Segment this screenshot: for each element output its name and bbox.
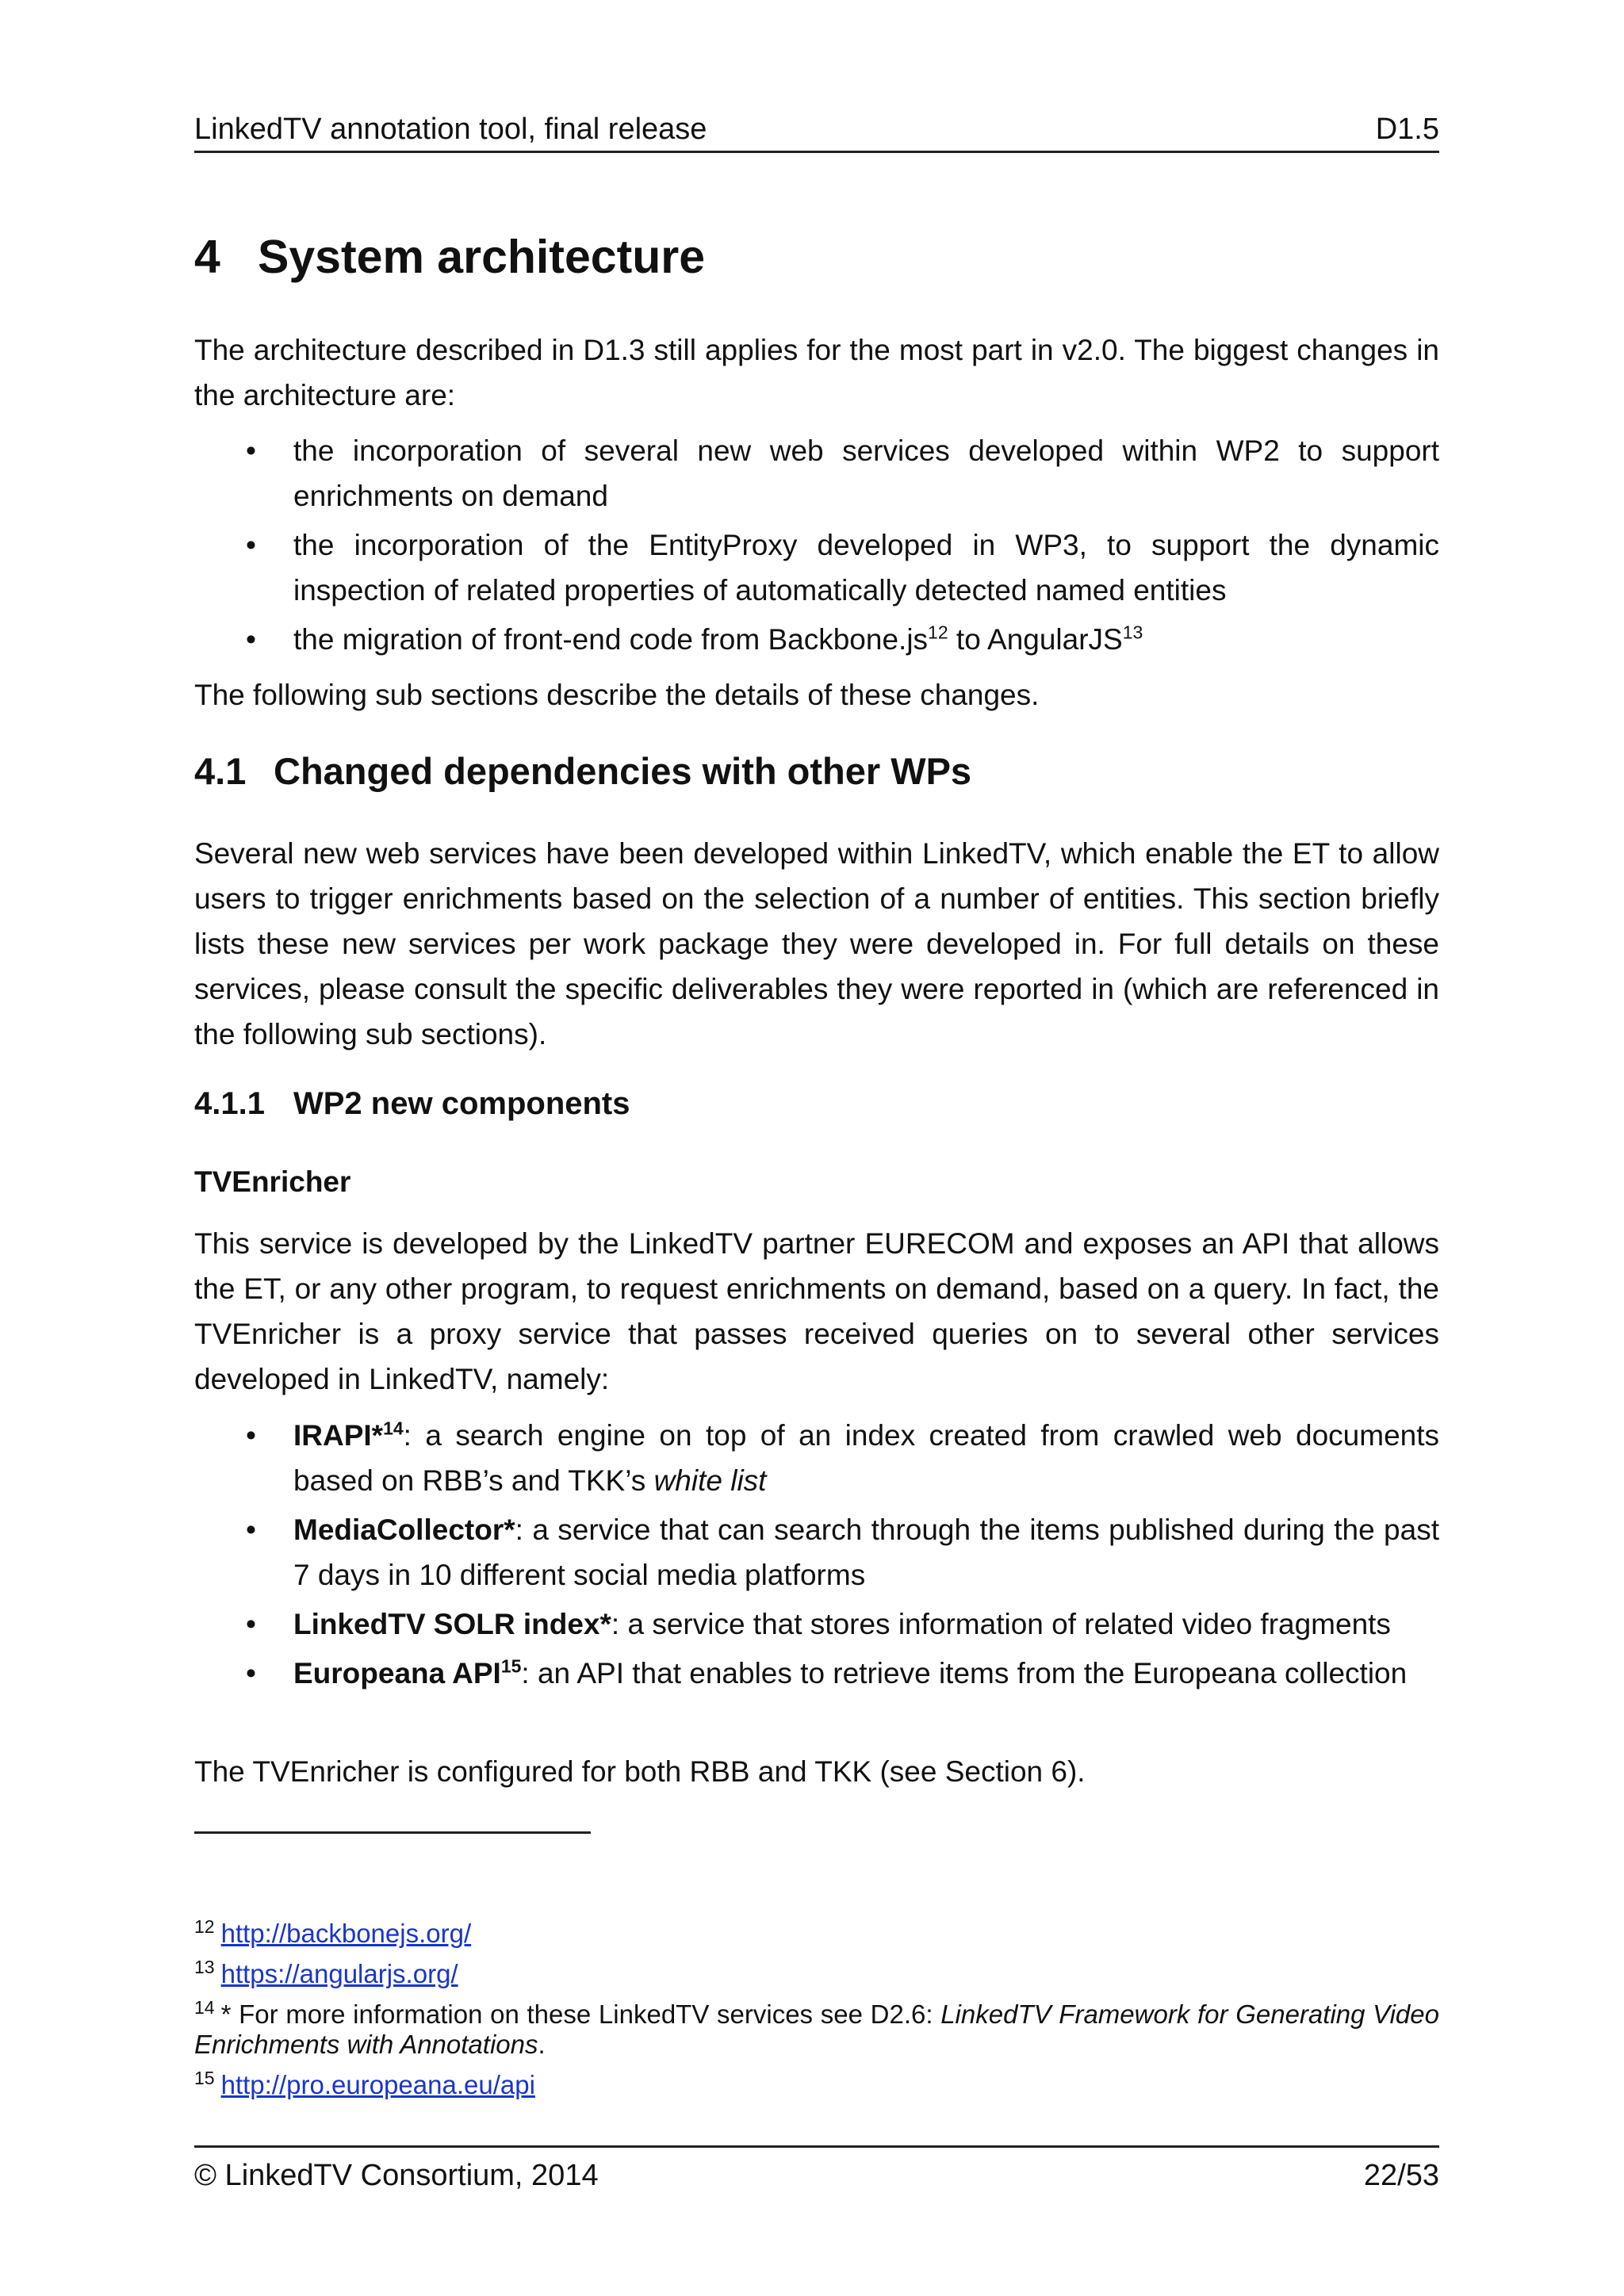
subsubsection-title: WP2 new components [293,1086,630,1121]
footnotes [194,1916,1439,2110]
tvenricher-heading: TVEnricher [194,1165,351,1198]
footnote-separator [194,1831,591,1834]
bullet-icon: • [246,623,256,656]
list-item: • the incorporation of the EntityProxy developed in WP3, to support the dynamic inspection of related properties of automatically detected named entities [194,522,1439,613]
subsection-body: Several new web services have been developed within LinkedTV, which enable the ET to allow users to trigger enrichments based on the selection of a number of entities. This section briefly lists these new services per work package they were developed in. For full details on these services, please consult the specific deliverables they were reported in (which are referenced in the following sub sections). [194,837,1439,1050]
footnote-13: $^{13}$ https://angularjs.org/ [194,1957,458,1988]
footer-copyright: © LinkedTV Consortium, 2014 [194,2159,599,2192]
footnote-link[interactable]: https://angularjs.org/ [220,1959,458,1988]
list-item: • LinkedTV SOLR index*: a service that stores information of related video fragments [194,1601,1439,1647]
subsection-number: 4.1 [194,750,247,792]
footnote-ref: 13 [1122,622,1143,643]
footnote-12: $^{12}$ http://backbonejs.org/ [194,1916,472,1948]
tvenricher-outro: The TVEnricher is configured for both RBB and TKK (see Section 6). [194,1755,1086,1788]
footnote-ref: 12 [928,622,948,643]
changes-list [194,428,1439,666]
bullet-icon: • [246,1513,256,1546]
page-footer [194,2145,1439,2195]
header-doc-id: D1.5 [1375,113,1439,146]
section-heading [194,230,705,284]
bullet-icon: • [246,434,256,467]
tvenricher-body: This service is developed by the LinkedTV partner EURECOM and exposes an API that allows the ET, or any other program, to request enrichments on demand, based on a query. In fact, the TVEnricher is a proxy service that passes received queries on to several other services developed in LinkedTV, namely: [194,1227,1439,1395]
list-item: • MediaCollector*: a service that can search through the items published during the past 7 days in 10 different social media platforms [194,1507,1439,1598]
subsubsection-number: 4.1.1 [194,1086,265,1121]
footnote-15: $^{15}$ http://pro.europeana.eu/api [194,2068,535,2099]
header-title: LinkedTV annotation tool, final release [194,113,707,146]
section-title: System architecture [258,231,706,283]
bullet-icon: • [246,1419,256,1452]
footnote-ref: 14 [383,1418,404,1439]
subsection-heading [194,749,971,793]
list-item: • the incorporation of several new web services developed within WP2 to support enrichments on demand [194,428,1439,519]
section-intro: The architecture described in D1.3 still applies for the most part in v2.0. The biggest changes in the architecture are: [194,334,1439,411]
list-item: • Europeana API$^{15}$: an API that enables to retrieve items from the Europeana collection [194,1651,1439,1696]
page-number: 22/53 [1363,2159,1439,2192]
subsubsection-heading [194,1086,630,1122]
footnote-link[interactable]: http://pro.europeana.eu/api [220,2070,535,2099]
section-outro: The following sub sections describe the details of these changes. [194,679,1040,711]
bullet-icon: • [246,1608,256,1640]
services-list [194,1413,1439,1700]
page-header [194,109,1439,153]
footnote-14: $^{14}$ * For more information on these LinkedTV services see D2.6: LinkedTV Framework for Generating Video Enrichments with Annotations. [194,1997,1439,2059]
footnote-ref: 15 [500,1655,522,1677]
bullet-icon: • [246,1657,256,1689]
footnote-link[interactable]: http://backbonejs.org/ [220,1919,472,1948]
subsection-title: Changed dependencies with other WPs [274,750,972,792]
list-item: • IRAPI*$^{14}$: a search engine on top of an index created from crawled web documents based on RBB’s and TKK’s white list [194,1413,1439,1503]
list-item: • the migration of front-end code from Backbone.js$^{12}$ to AngularJS$^{13}$ [194,617,1439,662]
bullet-icon: • [246,529,256,561]
section-number: 4 [194,231,220,283]
